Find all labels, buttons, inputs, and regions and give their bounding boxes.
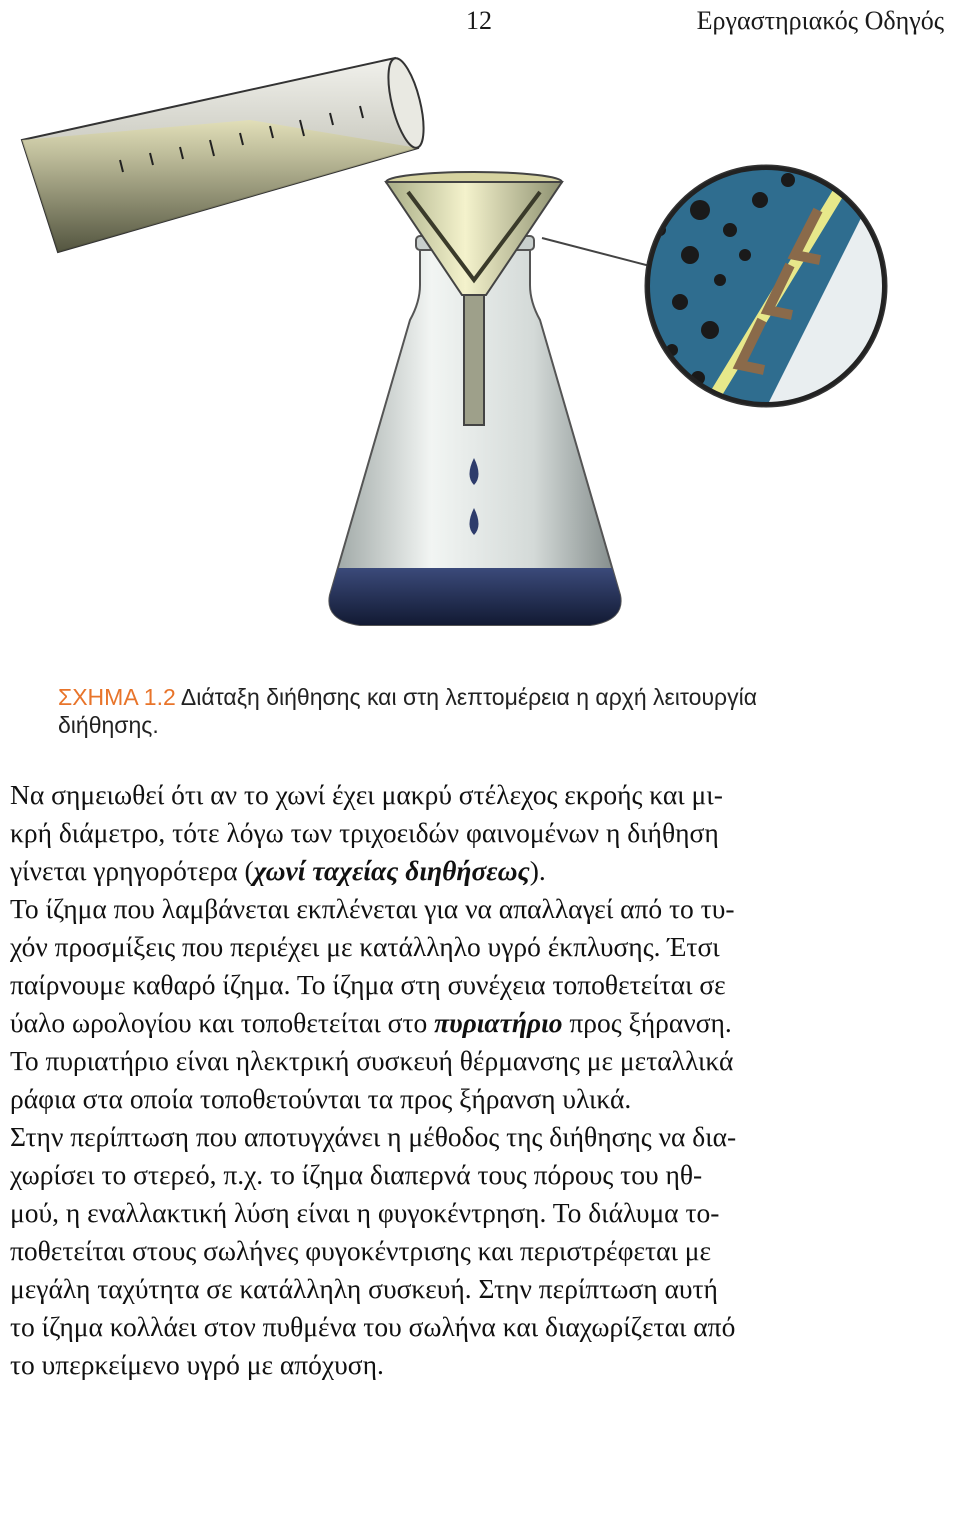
text-line: ράφια στα οποία τοποθετούνται τα προς ξήρανση υλικά. (10, 1083, 632, 1114)
magnified-filter-detail-icon (640, 160, 900, 420)
page-header (0, 2, 960, 42)
text-fragment: ύαλο ωρολογίου και τοποθετείται στο (10, 1007, 435, 1038)
caption-text: Διάταξη διήθησης και στη λεπτομέρεια η αρχή λειτουργία (175, 684, 758, 710)
text-line: το ίζημα κολλάει στον πυθμένα του σωλήνα και διαχωρίζεται από (10, 1311, 736, 1342)
text-line: κρή διάμετρο, τότε λόγω των τριχοειδών φαινομένων η διήθηση (10, 817, 719, 848)
text-line: Να σημειωθεί ότι αν το χωνί έχει μακρύ στέλεχος εκροής και μι- (10, 779, 723, 810)
figure-caption (58, 683, 918, 739)
text-line: το υπερκείμενο υγρό με απόχυση. (10, 1349, 384, 1380)
term-fast-filtration-funnel: χωνί ταχείας διηθήσεως (253, 855, 530, 886)
text-line (10, 1004, 950, 1042)
text-line: μού, η εναλλακτική λύση είναι η φυγοκέντρηση. Το διάλυμα το- (10, 1197, 720, 1228)
page-number: 12 (466, 6, 492, 35)
filtration-figure (0, 40, 960, 670)
text-line (10, 852, 950, 890)
text-fragment: προς ξήρανση. (562, 1007, 732, 1038)
text-line: ποθετείται στους σωλήνες φυγοκέντρισης και περιστρέφεται με (10, 1235, 712, 1266)
figure-label: ΣΧΗΜΑ 1.2 (58, 684, 176, 710)
text-line: παίρνουμε καθαρό ίζημα. Το ίζημα στη συνέχεια τοποθετείται σε (10, 969, 726, 1000)
body-paragraph (10, 776, 950, 1384)
text-fragment: γίνεται γρηγορότερα ( (10, 855, 254, 886)
text-line: χόν προσμίξεις που περιέχει με κατάλληλο υγρό έκπλυσης. Έτσι (10, 931, 720, 962)
text-line: χωρίσει το στερεό, π.χ. το ίζημα διαπερνά τους πόρους του ηθ- (10, 1159, 703, 1190)
term-drying-oven: πυριατήριο (434, 1007, 563, 1038)
graduated-cylinder-icon (22, 55, 431, 252)
text-fragment: ). (529, 855, 546, 886)
text-line: Στην περίπτωση που αποτυγχάνει η μέθοδος της διήθησης να δια- (10, 1121, 737, 1152)
caption-text-continued: διήθησης. (58, 712, 159, 738)
text-line: Το πυριατήριο είναι ηλεκτρική συσκευή θέρμανσης με μεταλλικά (10, 1045, 734, 1076)
running-title: Εργαστηριακός Οδηγός (696, 6, 944, 35)
text-line: μεγάλη ταχύτητα σε κατάλληλη συσκευή. Στην περίπτωση αυτή (10, 1273, 718, 1304)
text-line: Το ίζημα που λαμβάνεται εκπλένεται για να απαλλαγεί από το τυ- (10, 893, 735, 924)
